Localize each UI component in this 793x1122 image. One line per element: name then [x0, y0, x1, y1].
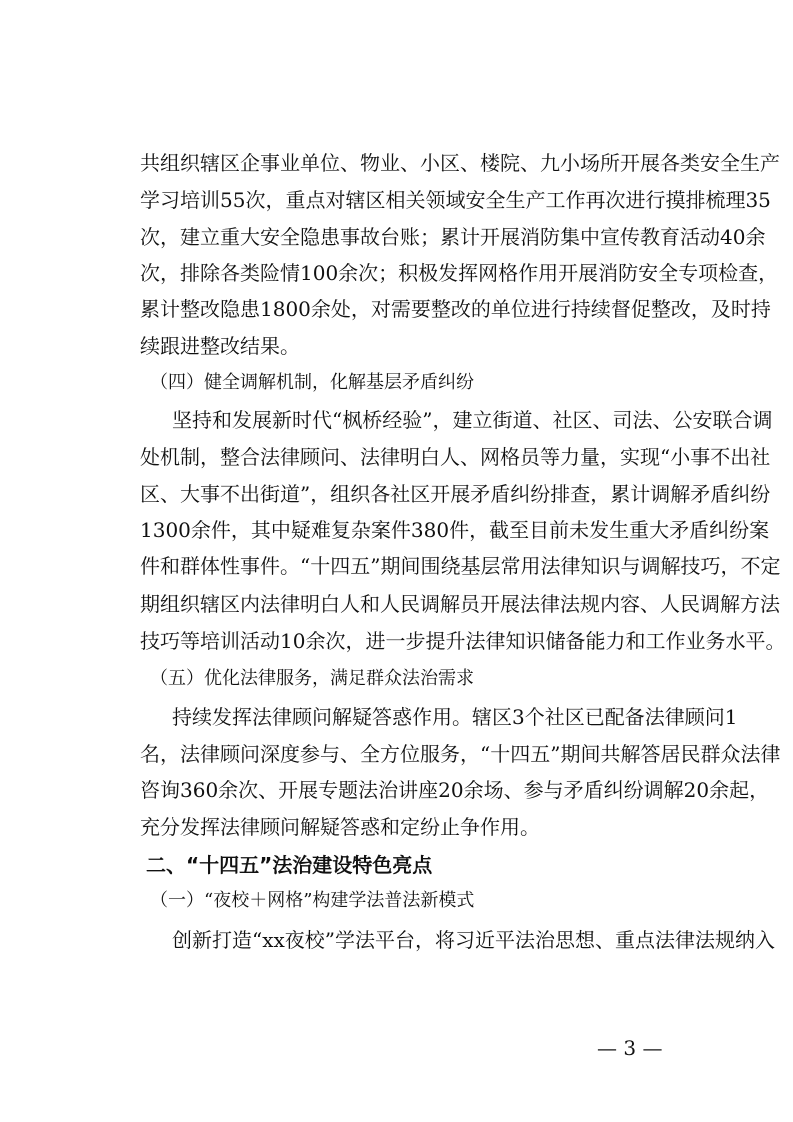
section-heading-4: （四）健全调解机制，化解基层矛盾纠纷	[150, 372, 474, 393]
paragraph-line: 学习培训55次，重点对辖区相关领域安全生产工作再次进行摸排梳理35	[140, 188, 771, 212]
paragraph-line: 共组织辖区企事业单位、物业、小区、楼院、九小场所开展各类安全生产	[140, 151, 780, 175]
paragraph-line: 期组织辖区内法律明白人和人民调解员开展法律法规内容、人民调解方法	[140, 592, 780, 616]
paragraph-line: 名，法律顾问深度参与、全方位服务，“十四五”期间共解答居民群众法律	[140, 742, 781, 766]
paragraph-line: 件和群体性事件。“十四五”期间围绕基层常用法律知识与调解技巧，不定	[140, 554, 781, 578]
paragraph-line: 坚持和发展新时代“枫桥经验”，建立街道、社区、司法、公安联合调	[172, 408, 773, 432]
section-heading-5: （五）优化法律服务，满足群众法治需求	[150, 668, 474, 689]
paragraph-line: 次，建立重大安全隐患事故台账；累计开展消防集中宣传教育活动40余	[140, 225, 766, 249]
paragraph-line: 创新打造“xx夜校”学法平台，将习近平法治思想、重点法律法规纳入	[172, 928, 776, 952]
paragraph-line: 次，排除各类险情100余次；积极发挥网格作用开展消防安全专项检查，	[140, 261, 779, 285]
paragraph-line: 持续发挥法律顾问解疑答惑作用。辖区3个社区已配备法律顾问1	[172, 705, 738, 729]
paragraph-line: 累计整改隐患1800余处，对需要整改的单位进行持续督促整改，及时持	[140, 297, 771, 321]
paragraph-line: 充分发挥法律顾问解疑答惑和定纷止争作用。	[140, 815, 540, 839]
paragraph-line: 续跟进整改结果。	[140, 334, 300, 358]
paragraph-line: 技巧等培训活动10余次，进一步提升法律知识储备能力和工作业务水平。	[140, 629, 786, 653]
chapter-heading-2: 二、“十四五”法治建设特色亮点	[146, 853, 433, 877]
paragraph-line: 处机制，整合法律顾问、法律明白人、网格员等力量，实现“小事不出社	[140, 445, 771, 469]
section-heading-1: （一）“夜校＋网格”构建学法普法新模式	[150, 890, 475, 911]
page-number: — 3 —	[597, 1036, 663, 1060]
paragraph-line: 区、大事不出街道”，组织各社区开展矛盾纠纷排查，累计调解矛盾纠纷	[140, 482, 771, 506]
paragraph-line: 1300余件，其中疑难复杂案件380件，截至目前未发生重大矛盾纠纷案	[140, 518, 770, 542]
paragraph-line: 咨询360余次、开展专题法治讲座20余场、参与矛盾纠纷调解20余起，	[140, 778, 770, 802]
